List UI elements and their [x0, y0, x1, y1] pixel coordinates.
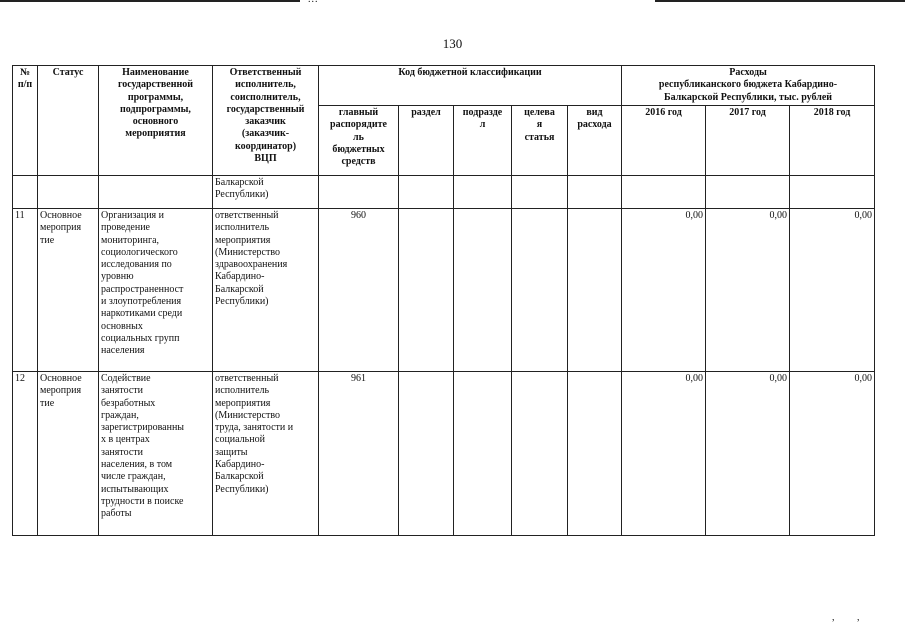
header-tselevaya: целева я статья: [512, 106, 568, 176]
top-dots: [308, 0, 319, 5]
row-podrazdel: [454, 209, 512, 372]
row-razdel: [399, 209, 454, 372]
cont-status: [38, 176, 99, 209]
page-number: 130: [442, 36, 463, 51]
row-2018: 0,00: [790, 372, 875, 536]
row-vid: [568, 372, 622, 536]
cont-vid: [568, 176, 622, 209]
table-row: [13, 209, 875, 372]
row-vid: [568, 209, 622, 372]
row-name: Организация и проведение мониторинга, социологического исследования по уровню распространенност и злоупотребления наркотиками среди основных социальных групп населения: [99, 209, 213, 372]
row-2017: 0,00: [706, 209, 790, 372]
row-2016: 0,00: [622, 209, 706, 372]
top-rule-left: [0, 0, 300, 2]
cont-razdel: [399, 176, 454, 209]
header-name: Наименование государственной программы, подпрограммы, основного мероприятия: [99, 66, 213, 176]
cont-num: [13, 176, 38, 209]
header-executor: Ответственный исполнитель, соисполнитель, государственный заказчик (заказчик- координатор) ВЦП: [213, 66, 319, 176]
row-2016: 0,00: [622, 372, 706, 536]
cont-2018: [790, 176, 875, 209]
row-2018: 0,00: [790, 209, 875, 372]
header-glavny: главный распорядите ль бюджетных средств: [319, 106, 399, 176]
cont-glavny: [319, 176, 399, 209]
header-num: № п/п: [13, 66, 38, 176]
header-status: Статус: [38, 66, 99, 176]
row-status: Основное мероприя тие: [38, 209, 99, 372]
row-tselevaya: [512, 372, 568, 536]
row-name: Содействие занятости безработных граждан, зарегистрированны х в центрах занятости населения, в том числе граждан, испытывающих трудности в поиске работы: [99, 372, 213, 536]
header-razdel: раздел: [399, 106, 454, 176]
cont-podrazdel: [454, 176, 512, 209]
budget-table: [12, 65, 875, 536]
row-executor: ответственный исполнитель мероприятия (Министерство труда, занятости и социальной защиты Кабардино- Балкарской Республики): [213, 372, 319, 536]
cont-2017: [706, 176, 790, 209]
header-year-2016: 2016 год: [622, 106, 706, 176]
row-glavny: 961: [319, 372, 399, 536]
row-num: 11: [13, 209, 38, 372]
header-expenses: Расходы республиканского бюджета Кабардино- Балкарской Республики, тыс. рублей: [622, 66, 875, 106]
header-podrazdel: подразде л: [454, 106, 512, 176]
cont-tselevaya: [512, 176, 568, 209]
row-status: Основное мероприя тие: [38, 372, 99, 536]
row-tselevaya: [512, 209, 568, 372]
top-rule-right: [655, 0, 905, 2]
header-year-2018: 2018 год: [790, 106, 875, 176]
row-podrazdel: [454, 372, 512, 536]
table-row-continued: [13, 176, 875, 209]
row-2017: 0,00: [706, 372, 790, 536]
row-num: 12: [13, 372, 38, 536]
header-row-1: [13, 66, 875, 106]
header-year-2017: 2017 год: [706, 106, 790, 176]
corner-mark: , ,: [832, 612, 870, 623]
row-razdel: [399, 372, 454, 536]
table-row: [13, 372, 875, 536]
header-vid: вид расхода: [568, 106, 622, 176]
row-glavny: 960: [319, 209, 399, 372]
cont-name: [99, 176, 213, 209]
row-executor: ответственный исполнитель мероприятия (Министерство здравоохранения Кабардино- Балкарской Республики): [213, 209, 319, 372]
cont-executor: Балкарской Республики): [213, 176, 319, 209]
cont-2016: [622, 176, 706, 209]
header-budget-code: Код бюджетной классификации: [319, 66, 622, 106]
